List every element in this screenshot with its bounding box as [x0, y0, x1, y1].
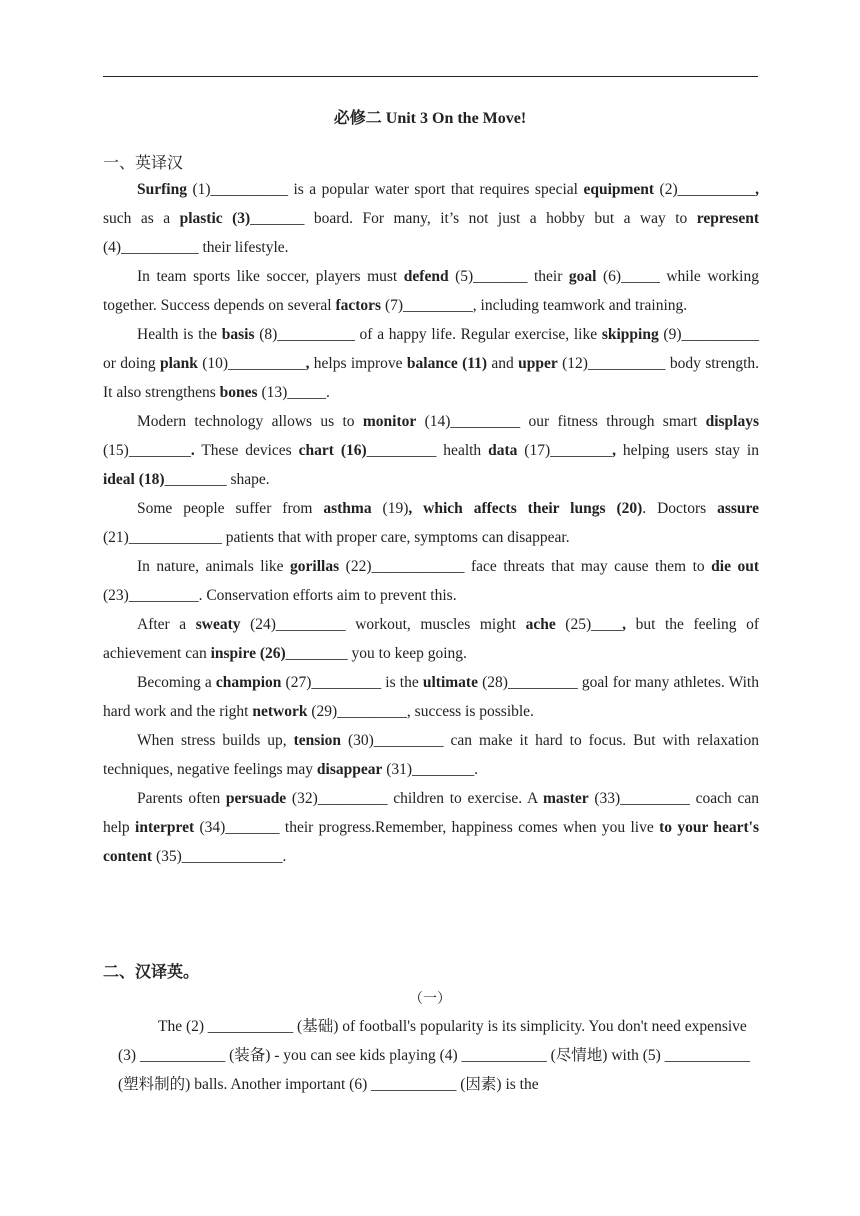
paragraph-10 — [103, 784, 759, 871]
keyword: defend — [403, 268, 449, 285]
text-run: . Doctors — [642, 500, 718, 517]
keyword: inspire (26) — [210, 645, 286, 662]
section-2-paragraph: The (2) ___________ (基础) of football's popularity is its simplicity. You don't need expensive (3) ___________ (装备) - you can see kids playing (4) ___________ (尽情地) with (5) ___________ (塑料制的) balls. Another important (6) ___________ (因素) is the — [118, 1018, 750, 1093]
text-run: Health is the — [137, 326, 222, 343]
text-run: (22)____________ face threats that may cause them to — [339, 558, 712, 575]
section-2-body — [118, 1012, 750, 1099]
text-run: These devices — [194, 442, 299, 459]
text-run: In nature, animals like — [137, 558, 291, 575]
text-run: When stress builds up, — [137, 732, 294, 749]
keyword: monitor — [362, 413, 417, 430]
text-run: (21)____________ patients that with proper care, symptoms can disappear. — [103, 529, 570, 546]
section-1-body — [103, 175, 759, 871]
text-run: (6)_____ while working together. Success depends on several — [103, 268, 759, 314]
section-1-heading: 一、英译汉 — [103, 155, 184, 172]
text-run: (12)__________ body strength. It also strengthens — [103, 355, 760, 401]
keyword: balance (11) — [406, 355, 488, 372]
text-run: ________ shape. — [164, 471, 270, 488]
keyword: tension — [293, 732, 341, 749]
text-run: _________ health — [366, 442, 489, 459]
section-2-heading: 二、汉译英。 — [103, 964, 200, 981]
keyword: assure — [717, 500, 760, 517]
text-run: (2)__________ — [654, 181, 756, 198]
text-run: helps improve — [309, 355, 407, 372]
text-run: but the feeling of achievement can — [103, 616, 759, 662]
keyword: die out — [711, 558, 759, 575]
header-rule — [103, 76, 758, 77]
text-run: (14)_________ our fitness through smart — [416, 413, 706, 430]
keyword: ultimate — [422, 674, 478, 691]
paragraph-1 — [103, 175, 759, 262]
keyword: , — [622, 616, 627, 633]
section-2-subheading: （一） — [409, 992, 451, 1007]
text-run: (34)_______ their progress.Remember, happiness comes when you live — [194, 819, 660, 836]
text-run: (25)____ — [555, 616, 623, 633]
keyword: persuade — [225, 790, 287, 807]
text-run: (9)__________ or doing — [103, 326, 760, 372]
keyword: to your heart's content — [103, 819, 760, 865]
text-run: In team sports like soccer, players must — [137, 268, 404, 285]
text-run: (24)_________ workout, muscles might — [240, 616, 526, 633]
keyword: disappear — [316, 761, 383, 778]
text-run: (1)__________ is a popular water sport that requires special — [186, 181, 584, 198]
text-run: (27)_________ is the — [281, 674, 423, 691]
keyword: interpret — [135, 819, 195, 836]
keyword: goal — [568, 268, 597, 285]
keyword: equipment — [583, 181, 655, 198]
text-run: Modern technology allows us to — [137, 413, 363, 430]
keyword: gorillas — [290, 558, 340, 575]
keyword: , which affects their lungs (20) — [408, 500, 643, 517]
text-run: (4)__________ their lifestyle. — [103, 239, 289, 256]
text-run: Becoming a — [137, 674, 216, 691]
paragraph-8 — [103, 668, 759, 726]
text-run: (29)_________, success is possible. — [307, 703, 534, 720]
text-run: (35)_____________. — [152, 848, 287, 865]
text-run: (30)_________ can make it hard to focus. But with relaxation techniques, negative feelings may — [103, 732, 759, 778]
text-run: (13)_____. — [257, 384, 330, 401]
keyword: displays — [705, 413, 759, 430]
text-run: (5)_______ their — [448, 268, 569, 285]
paragraph-3 — [103, 320, 759, 407]
keyword: , — [612, 442, 616, 459]
paragraph-5 — [103, 494, 759, 552]
paragraph-2 — [103, 262, 759, 320]
keyword: basis — [221, 326, 255, 343]
keyword: master — [543, 790, 589, 807]
paragraph-4 — [103, 407, 759, 494]
text-run: After a — [137, 616, 196, 633]
text-run: (19) — [371, 500, 409, 517]
paragraph-6 — [103, 552, 759, 610]
keyword: chart (16) — [298, 442, 367, 459]
text-run: (33)_________ coach can help — [103, 790, 759, 836]
text-run: (23)_________. Conservation efforts aim to prevent this. — [103, 587, 457, 604]
keyword: ideal (18) — [103, 471, 165, 488]
text-run: _______ board. For many, it’s not just a hobby but a way to — [250, 210, 697, 227]
keyword: upper — [518, 355, 558, 372]
paragraph-7 — [103, 610, 759, 668]
text-run: ________ you to keep going. — [285, 645, 467, 662]
keyword: , — [755, 181, 759, 198]
text-run: (8)__________ of a happy life. Regular exercise, like — [254, 326, 602, 343]
keyword: represent — [696, 210, 759, 227]
text-run: Parents often — [137, 790, 226, 807]
keyword: . — [190, 442, 195, 459]
text-run: (32)_________ children to exercise. A — [286, 790, 544, 807]
keyword: asthma — [323, 500, 372, 517]
text-run: such as a — [103, 210, 180, 227]
page-title: 必修二 Unit 3 On the Move! — [333, 110, 527, 127]
text-run: (7)_________, including teamwork and training. — [381, 297, 688, 314]
keyword: sweaty — [195, 616, 241, 633]
keyword: skipping — [601, 326, 659, 343]
text-run: (28)_________ goal for many athletes. With hard work and the right — [103, 674, 759, 720]
keyword: data — [488, 442, 518, 459]
text-run: (15)________ — [103, 442, 191, 459]
text-run: helping users stay in — [616, 442, 759, 459]
keyword: , — [305, 355, 310, 372]
keyword: plastic (3) — [179, 210, 251, 227]
keyword: factors — [335, 297, 382, 314]
text-run: (17)________ — [517, 442, 613, 459]
keyword: bones — [219, 384, 258, 401]
keyword: plank — [159, 355, 198, 372]
paragraph-9 — [103, 726, 759, 784]
keyword: network — [252, 703, 308, 720]
text-run: (10)__________ — [197, 355, 306, 372]
text-run: Some people suffer from — [137, 500, 324, 517]
keyword: champion — [215, 674, 282, 691]
keyword: ache — [525, 616, 556, 633]
text-run: (31)________. — [382, 761, 478, 778]
text-run: and — [487, 355, 519, 372]
keyword: Surfing — [137, 181, 187, 198]
